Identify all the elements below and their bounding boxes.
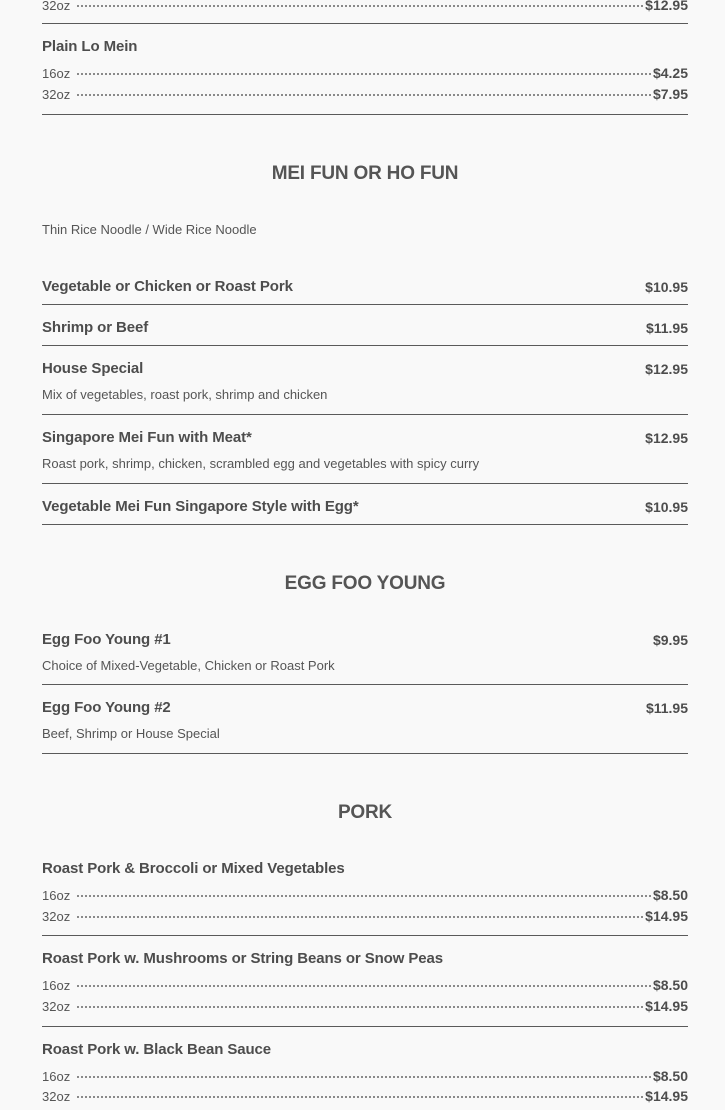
size-label: 32oz bbox=[42, 909, 71, 924]
menu-item-plain-lo-mein bbox=[42, 37, 688, 57]
size-price-row bbox=[42, 0, 688, 16]
item-name: Roast Pork & Broccoli or Mixed Vegetables bbox=[42, 860, 345, 877]
dot-leader bbox=[77, 985, 651, 987]
dot-leader bbox=[77, 916, 643, 918]
menu-item bbox=[42, 630, 688, 650]
size-price: $14.95 bbox=[645, 998, 688, 1014]
size-price-row bbox=[42, 885, 688, 906]
item-price: $11.95 bbox=[645, 320, 688, 336]
size-label: 16oz bbox=[42, 888, 71, 903]
divider bbox=[42, 1026, 688, 1027]
divider bbox=[42, 684, 688, 685]
size-label: 16oz bbox=[42, 978, 71, 993]
dot-leader bbox=[77, 1096, 643, 1098]
section-title-pork: PORK bbox=[337, 802, 393, 823]
menu-item bbox=[42, 277, 688, 297]
item-description: Beef, Shrimp or House Special bbox=[42, 726, 220, 741]
menu-item bbox=[42, 428, 688, 448]
size-price-row bbox=[42, 906, 688, 927]
size-label: 32oz bbox=[42, 1089, 71, 1104]
item-name: Vegetable Mei Fun Singapore Style with Egg* bbox=[42, 498, 359, 515]
menu-item bbox=[42, 318, 688, 338]
section-intro: Thin Rice Noodle / Wide Rice Noodle bbox=[42, 222, 257, 237]
menu-item bbox=[42, 698, 688, 718]
menu-item bbox=[42, 359, 688, 379]
item-price: $10.95 bbox=[645, 279, 688, 295]
item-name: House Special bbox=[42, 360, 144, 377]
item-description: Roast pork, shrimp, chicken, scrambled egg and vegetables with spicy curry bbox=[42, 456, 480, 471]
size-label: 16oz bbox=[42, 1069, 71, 1084]
dot-leader bbox=[77, 94, 651, 96]
size-price: $14.95 bbox=[645, 908, 688, 924]
item-name: Plain Lo Mein bbox=[42, 38, 138, 55]
size-label: 16oz bbox=[42, 66, 71, 81]
item-price: $10.95 bbox=[645, 499, 688, 515]
dot-leader bbox=[77, 895, 651, 897]
item-description: Choice of Mixed-Vegetable, Chicken or Roast Pork bbox=[42, 658, 335, 673]
size-price: $14.95 bbox=[645, 1088, 688, 1104]
divider bbox=[42, 753, 688, 754]
size-label: 32oz bbox=[42, 87, 71, 102]
dot-leader bbox=[77, 1006, 643, 1008]
divider bbox=[42, 483, 688, 484]
menu-page bbox=[42, 0, 688, 1110]
menu-item bbox=[42, 497, 688, 517]
item-name: Shrimp or Beef bbox=[42, 319, 149, 336]
size-price: $8.50 bbox=[652, 1068, 688, 1084]
dot-leader bbox=[77, 73, 651, 75]
size-price: $12.95 bbox=[645, 0, 688, 13]
divider bbox=[42, 114, 688, 115]
item-price: $9.95 bbox=[652, 632, 688, 648]
size-label: 32oz bbox=[42, 0, 71, 13]
item-name: Roast Pork w. Black Bean Sauce bbox=[42, 1041, 272, 1058]
dot-leader bbox=[77, 1076, 651, 1078]
item-name: Vegetable or Chicken or Roast Pork bbox=[42, 278, 293, 295]
item-price: $12.95 bbox=[645, 361, 688, 377]
divider bbox=[42, 23, 688, 24]
size-price-row bbox=[42, 1086, 688, 1107]
dot-leader bbox=[77, 5, 643, 7]
item-price: $11.95 bbox=[645, 700, 688, 716]
section-title-mei-fun: MEI FUN OR HO FUN bbox=[271, 163, 459, 184]
size-label: 32oz bbox=[42, 999, 71, 1014]
size-price-row bbox=[42, 84, 688, 105]
menu-item bbox=[42, 859, 688, 879]
size-price-row bbox=[42, 63, 688, 84]
menu-item bbox=[42, 949, 688, 969]
menu-item bbox=[42, 1040, 688, 1060]
item-name: Egg Foo Young #1 bbox=[42, 631, 171, 648]
size-price: $7.95 bbox=[652, 86, 688, 102]
divider bbox=[42, 524, 688, 525]
size-price: $8.50 bbox=[652, 887, 688, 903]
size-price: $4.25 bbox=[652, 65, 688, 81]
divider bbox=[42, 345, 688, 346]
divider bbox=[42, 304, 688, 305]
size-price-row bbox=[42, 1066, 688, 1087]
size-price: $8.50 bbox=[652, 977, 688, 993]
divider bbox=[42, 414, 688, 415]
item-price: $12.95 bbox=[645, 430, 688, 446]
item-name: Roast Pork w. Mushrooms or String Beans or Snow Peas bbox=[42, 950, 443, 967]
size-price-row bbox=[42, 996, 688, 1017]
item-description: Mix of vegetables, roast pork, shrimp and chicken bbox=[42, 387, 328, 402]
size-price-row bbox=[42, 975, 688, 996]
item-name: Egg Foo Young #2 bbox=[42, 699, 171, 716]
section-title-egg-foo-young: EGG FOO YOUNG bbox=[284, 573, 446, 594]
item-name: Singapore Mei Fun with Meat* bbox=[42, 429, 252, 446]
divider bbox=[42, 935, 688, 936]
